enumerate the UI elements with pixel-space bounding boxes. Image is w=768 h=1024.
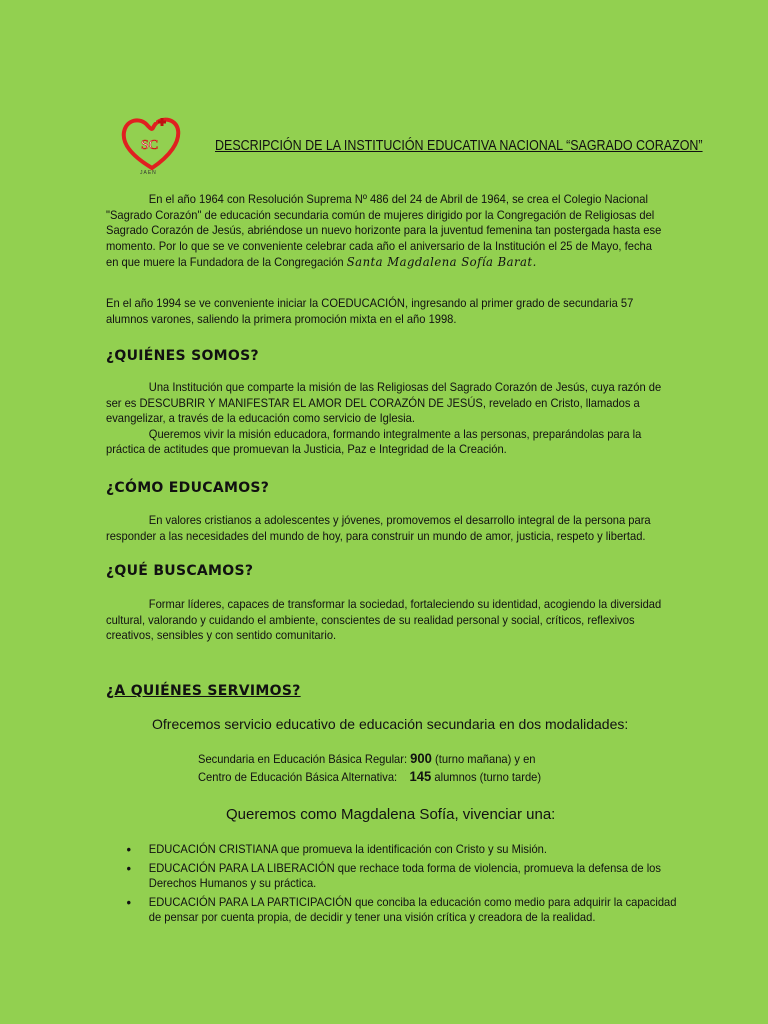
list-item bbox=[106, 861, 683, 892]
modalidad-regular-label: Secundaria en Educación Básica Regular: bbox=[198, 752, 408, 766]
modalidad-alternativa-count: 145 bbox=[409, 768, 432, 784]
logo-city: JAEN bbox=[140, 170, 157, 176]
page-title: DESCRIPCIÓN DE LA INSTITUCIÓN EDUCATIVA NACIONAL “SAGRADO CORAZON” bbox=[215, 138, 703, 154]
school-logo bbox=[118, 112, 186, 176]
como-section bbox=[106, 513, 666, 544]
logo-letters: SC bbox=[141, 138, 159, 153]
list-item-text: que rechace toda forma de violencia, promueva la defensa de los Derechos Humanos y su práctica. bbox=[148, 860, 661, 890]
list-item-key: EDUCACIÓN PARA LA LIBERACIÓN bbox=[148, 860, 335, 875]
vivenciar-lead: Queremos como Magdalena Sofía, vivenciar una: bbox=[226, 806, 556, 823]
heading-como-educamos: ¿CÓMO EDUCAMOS? bbox=[106, 480, 270, 496]
list-item bbox=[106, 842, 683, 858]
quienes-paragraph-2: Queremos vivir la misión educadora, formando integralmente a las personas, preparándolas para la práctica de actitudes que promuevan la Justicia, Paz e Integridad de la Creación. bbox=[106, 426, 642, 456]
quienes-section bbox=[106, 380, 666, 458]
education-list bbox=[106, 842, 706, 929]
buscamos-section bbox=[106, 597, 666, 644]
intro-text-tail: fecha en que muere la Fundadora de la Congregación bbox=[106, 238, 652, 269]
list-item-text: que conciba la educación como medio para adquirir la capacidad de pensar por cuenta propia, de decidir y tener una visión crítica y creadora de la realidad. bbox=[148, 894, 677, 924]
como-paragraph: En valores cristianos a adolescentes y jóvenes, promovemos el desarrollo integral de la persona para responder a las necesidades del mundo de hoy, para construir un mundo de amor, justicia, respeto y libertad. bbox=[106, 513, 651, 543]
founder-name: Santa Magdalena Sofía Barat. bbox=[346, 254, 537, 269]
list-item bbox=[106, 895, 683, 926]
list-item-key: EDUCACIÓN CRISTIANA bbox=[148, 842, 278, 856]
modalidad-alternativa-shift: alumnos (turno tarde) bbox=[434, 770, 542, 784]
intro-text: En el año 1964 con Resolución Suprema Nº 486 del 24 de Abril de 1964, se crea el Colegio Nacional "Sagrado Corazón" de educación secundaria común de mujeres dirigido por la Congregación de Religiosas del Sagrado Corazón de Jesús, abriéndose un nuevo horizonte para la juventud femenina tan postergada hasta ese momento. Por lo que se ve conveniente celebrar cada año el aniversario de la Institución el 25 de Mayo, bbox=[106, 192, 662, 253]
intro-paragraph-2 bbox=[106, 296, 666, 327]
quienes-paragraph-1: Una Institución que comparte la misión de las Religiosas del Sagrado Corazón de Jesús, cuya razón de ser es DESCUBRIR Y MANIFESTAR EL AMOR DEL CORAZÓN DE JESÚS, revelado en Cristo, llamados a evangelizar, a través de la educación como servicio de Iglesia. bbox=[106, 380, 662, 425]
list-item-key: EDUCACIÓN PARA LA PARTICIPACIÓN bbox=[148, 894, 352, 909]
buscamos-paragraph: Formar líderes, capaces de transformar la sociedad, fortaleciendo su identidad, acogiendo la diversidad cultural, valorando y cuidando el ambiente, conscientes de su realidad personal y social, críticos, reflexivos creativos, sensibles y con sentido comunitario. bbox=[106, 597, 662, 642]
servimos-lead: Ofrecemos servicio educativo de educación secundaria en dos modalidades: bbox=[152, 716, 629, 732]
modalidad-regular bbox=[198, 750, 589, 768]
coeducation-text: En el año 1994 se ve conveniente iniciar la COEDUCACIÓN, ingresando al primer grado de secundaria 57 alumnos varones, saliendo la primera promoción mixta en el año 1998. bbox=[106, 296, 634, 326]
modalidad-regular-count: 900 bbox=[410, 750, 432, 766]
heading-que-buscamos: ¿QUÉ BUSCAMOS? bbox=[106, 563, 254, 579]
modalidad-alternativa bbox=[198, 768, 589, 786]
list-item-text: que promueva la identificación con Cristo y su Misión. bbox=[277, 842, 547, 856]
heading-a-quienes-servimos: ¿A QUIÉNES SERVIMOS? bbox=[106, 683, 301, 699]
modalidad-regular-shift: (turno mañana) y en bbox=[435, 752, 536, 766]
heading-quienes-somos: ¿QUIÉNES SOMOS? bbox=[106, 348, 259, 364]
modalidad-alternativa-label: Centro de Educación Básica Alternativa: bbox=[198, 770, 398, 784]
intro-paragraph-1 bbox=[106, 192, 666, 271]
modalidades bbox=[198, 750, 618, 786]
